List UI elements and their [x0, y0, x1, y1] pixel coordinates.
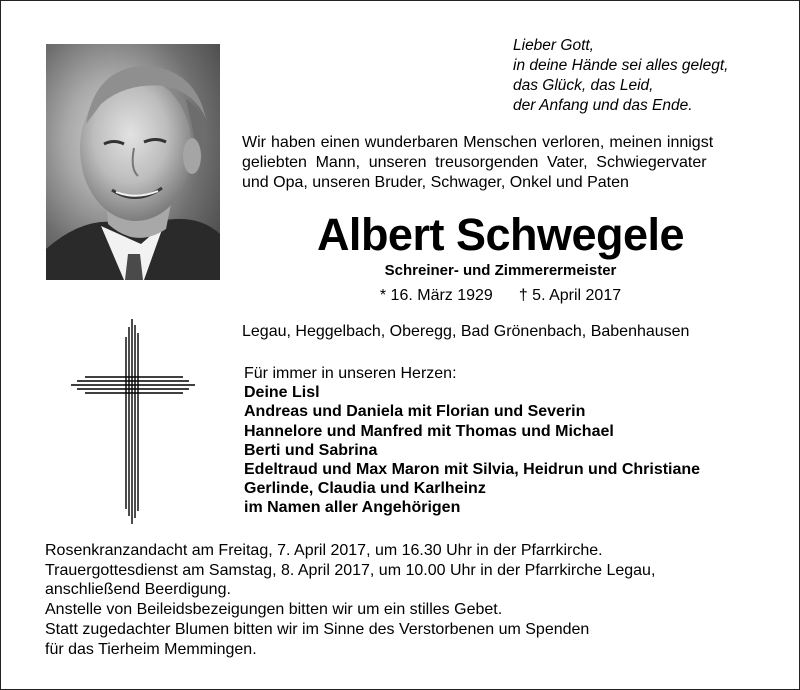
quote-line: Lieber Gott, — [513, 37, 594, 54]
death-date: † 5. April 2017 — [518, 287, 622, 304]
intro-text — [242, 133, 759, 193]
intro-line: Wir haben einen wunderbaren Menschen verloren, meinen innigst — [242, 134, 714, 151]
info-line: Trauergottesdienst am Samstag, 8. April 2017, um 10.00 Uhr in der Pfarrkirche Legau, — [45, 561, 656, 579]
mourner-entry: Hannelore und Manfred mit Thomas und Michael — [244, 422, 614, 440]
mourner-entry: Edeltraud und Max Maron mit Silvia, Heidrun und Christiane — [244, 461, 701, 479]
deceased-name: Albert Schwegele — [316, 209, 685, 260]
birth-date: * 16. März 1929 — [379, 287, 493, 304]
info-line: für das Tierheim Memmingen. — [45, 640, 257, 658]
info-line: anschließend Beerdigung. — [45, 581, 231, 599]
life-dates — [242, 286, 759, 306]
mourner-entry: Gerlinde, Claudia und Karlheinz — [244, 480, 486, 498]
deceased-profession: Schreiner- und Zimmerermeister — [384, 262, 617, 279]
places-list: Legau, Heggelbach, Oberegg, Bad Grönenbach, Babenhausen — [242, 323, 690, 340]
mourner-entry: Berti und Sabrina — [244, 441, 378, 459]
info-line: Anstelle von Beileidsbezeigungen bitten wir um ein stilles Gebet. — [45, 601, 503, 619]
mourner-entry: im Namen aller Angehörigen — [244, 499, 461, 517]
intro-line: und Opa, unseren Bruder, Schwager, Onkel und Paten — [242, 174, 629, 191]
quote-line: in deine Hände sei alles gelegt, — [513, 57, 729, 74]
mourners-lead: Für immer in unseren Herzen: — [244, 365, 457, 382]
mourner-entry: Andreas und Daniela mit Florian und Severin — [244, 403, 586, 421]
service-info — [45, 541, 745, 659]
cross-icon — [71, 319, 195, 524]
quote-line: der Anfang und das Ende. — [513, 97, 693, 114]
info-line: Rosenkranzandacht am Freitag, 7. April 2017, um 16.30 Uhr in der Pfarrkirche. — [45, 542, 603, 559]
mourners-list — [244, 364, 784, 518]
info-line: Statt zugedachter Blumen bitten wir im Sinne des Verstorbenen um Spenden — [45, 620, 590, 638]
intro-line: geliebten Mann, unseren treusorgenden Vater, Schwiegervater — [242, 154, 707, 171]
portrait-photo — [46, 44, 220, 280]
quote-line: das Glück, das Leid, — [513, 77, 654, 94]
poem-quote — [513, 36, 783, 116]
mourner-entry: Deine Lisl — [244, 384, 320, 402]
